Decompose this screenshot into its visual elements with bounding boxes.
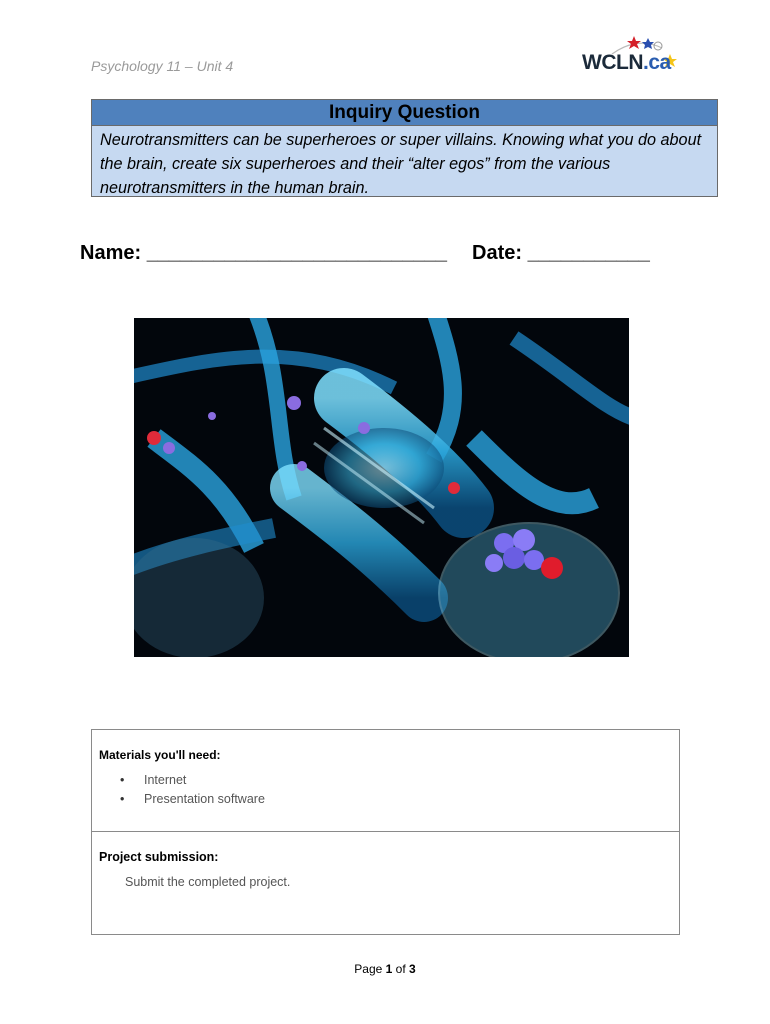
page-word: Page bbox=[354, 962, 383, 976]
page-total: 3 bbox=[409, 962, 416, 976]
list-item: • Presentation software bbox=[120, 792, 265, 811]
materials-title: Materials you'll need: bbox=[99, 748, 221, 762]
name-field-label: Name: ___________________________ bbox=[80, 242, 448, 264]
inquiry-title: Inquiry Question bbox=[92, 100, 717, 126]
date-field-label: Date: ___________ bbox=[472, 242, 650, 264]
list-item: • Internet bbox=[120, 773, 265, 792]
page-number: 1 bbox=[385, 962, 393, 976]
submission-text: Submit the completed project. bbox=[125, 875, 291, 889]
inquiry-question-box bbox=[91, 99, 718, 197]
wcln-logo bbox=[582, 34, 682, 78]
of-word: of bbox=[395, 962, 406, 976]
logo-text: WCLN.ca bbox=[582, 51, 671, 74]
section-divider bbox=[92, 831, 679, 832]
neuron-illustration bbox=[134, 318, 629, 657]
inquiry-text: Neurotransmitters can be superheroes or super villains. Knowing what you do about the brain, create six superheroes and their “alter egos” from the various neurotransmitters in the human brain. bbox=[100, 131, 702, 197]
materials-list bbox=[120, 773, 265, 811]
materials-box bbox=[91, 729, 680, 935]
submission-title: Project submission: bbox=[99, 850, 219, 864]
course-header: Psychology 11 – Unit 4 bbox=[91, 58, 234, 74]
page-footer bbox=[0, 962, 770, 976]
